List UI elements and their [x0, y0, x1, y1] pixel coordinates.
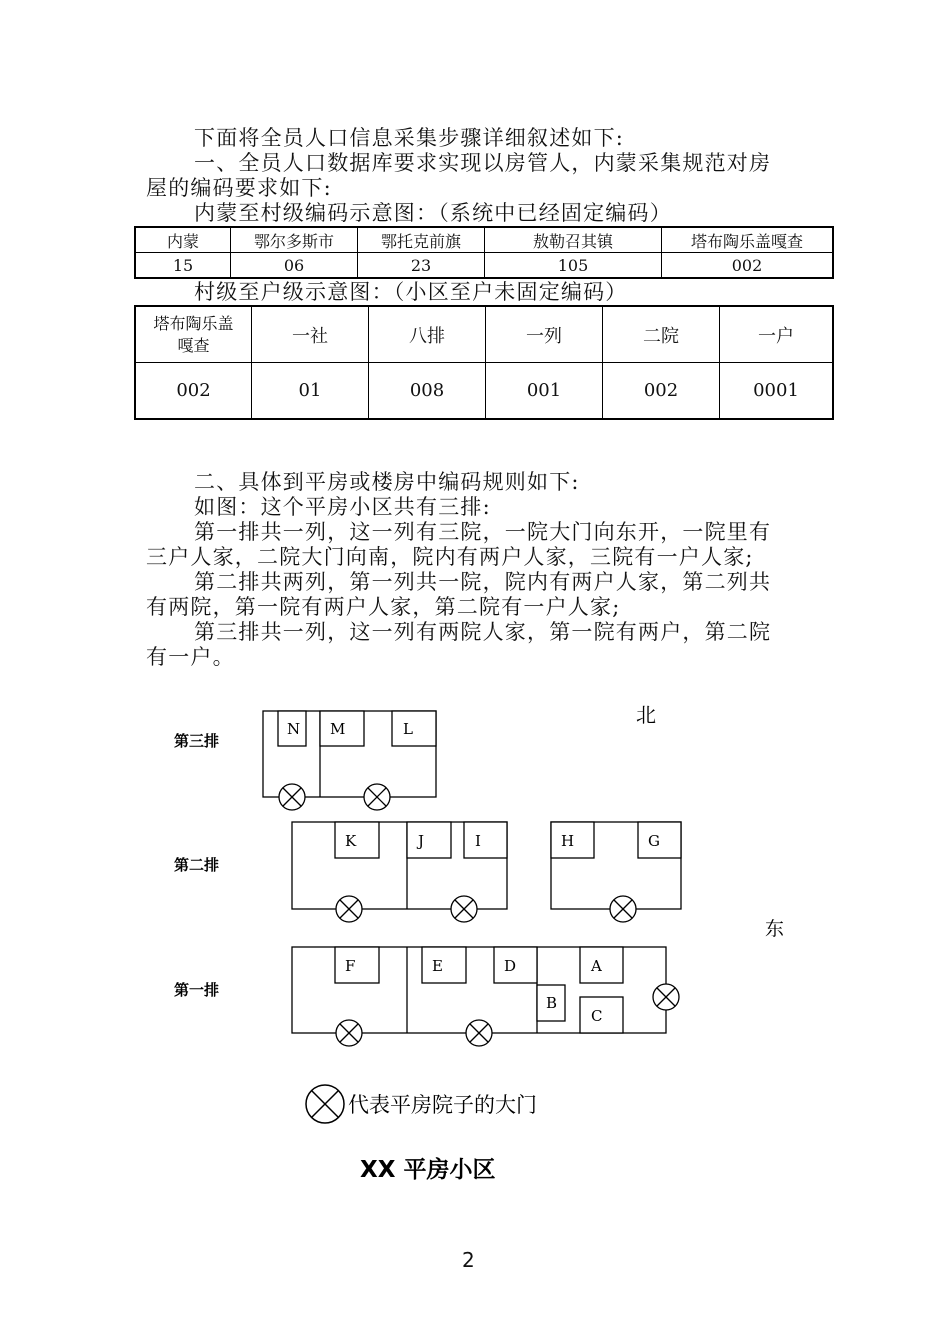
section2-row3-line1: 第三排共一列，这一列有两院人家，第一院有两户，第二院 — [194, 620, 772, 644]
table1-caption: 内蒙至村级编码示意图：（系统中已经固定编码） — [194, 201, 672, 225]
house-label-E: E — [432, 957, 443, 975]
section2-title: 二、具体到平房或楼房中编码规则如下: — [194, 470, 580, 494]
house-label-I: I — [475, 832, 481, 850]
section2-row1-line2: 三户人家，二院大门向南，院内有两户人家，三院有一户人家; — [146, 545, 754, 569]
gate-icon — [466, 1020, 492, 1046]
page-number: 2 — [462, 1248, 475, 1272]
table-cell: 06 — [231, 253, 358, 279]
house-F — [335, 947, 379, 983]
north-label: 北 — [636, 703, 656, 727]
table-header-cell: 敖勒召其镇 — [485, 227, 662, 253]
house-label-C: C — [591, 1007, 603, 1025]
table-cell: 002 — [662, 253, 834, 279]
row-label-1: 第一排 — [174, 981, 220, 999]
table-cell: 105 — [485, 253, 662, 279]
house-label-A: A — [591, 957, 602, 975]
section2-row2-line1: 第二排共两列，第一列共一院，院内有两户人家，第二列共 — [194, 570, 772, 594]
table-cell: 0001 — [720, 363, 834, 420]
table-cell: 002 — [135, 363, 252, 420]
section2-row3-line2: 有一户。 — [146, 645, 235, 669]
house-label-G: G — [648, 832, 660, 850]
table-cell: 002 — [603, 363, 720, 420]
table-header-cell: 鄂尔多斯市 — [231, 227, 358, 253]
intro-line: 下面将全员人口信息采集步骤详细叙述如下: — [194, 126, 625, 150]
house-I — [464, 822, 507, 858]
house-K — [335, 822, 379, 858]
gate-icon — [336, 1020, 362, 1046]
table-cell: 008 — [369, 363, 486, 420]
table-cell: 23 — [358, 253, 485, 279]
table-cell: 001 — [486, 363, 603, 420]
house-label-N: N — [287, 720, 301, 738]
house-label-J: J — [418, 832, 425, 850]
table-cell: 15 — [135, 253, 231, 279]
table-header-cell: 一社 — [252, 306, 369, 363]
header-line: 塔布陶乐盖 — [153, 313, 234, 333]
gate-icon — [610, 896, 636, 922]
house-E — [422, 947, 466, 983]
table-cell: 01 — [252, 363, 369, 420]
table-header-cell: 内蒙 — [135, 227, 231, 253]
row-label-3: 第三排 — [174, 732, 220, 750]
table-header-cell: 八排 — [369, 306, 486, 363]
house-label-H: H — [561, 832, 575, 850]
section2-row2-line2: 有两院，第一院有两户人家，第二院有一户人家; — [146, 595, 621, 619]
east-label: 东 — [765, 918, 785, 940]
diagram-title: XX 平房小区 — [360, 1157, 496, 1183]
table-header-cell: 一列 — [486, 306, 603, 363]
house-label-K: K — [345, 832, 357, 850]
house-label-B: B — [546, 994, 558, 1012]
gate-icon — [653, 984, 679, 1010]
table2-caption: 村级至户级示意图：（小区至户未固定编码） — [194, 280, 628, 304]
table-header-cell: 鄂托克前旗 — [358, 227, 485, 253]
gate-icon — [364, 784, 390, 810]
house-label-M: M — [330, 720, 346, 738]
header-line: 嘎查 — [177, 335, 210, 355]
house-label-L: L — [403, 720, 413, 738]
section2-intro: 如图：这个平房小区共有三排: — [194, 495, 491, 519]
gate-icon — [336, 896, 362, 922]
gate-icon — [451, 896, 477, 922]
section2-row1-line1: 第一排共一列，这一列有三院，一院大门向东开，一院里有 — [194, 520, 772, 544]
table-header-cell: 一户 — [720, 306, 834, 363]
legend-text: 代表平房院子的大门 — [348, 1093, 537, 1117]
house-label-F: F — [345, 957, 356, 975]
house-label-D: D — [504, 957, 517, 975]
section1-line1: 一、全员人口数据库要求实现以房管人，内蒙采集规范对房 — [194, 151, 772, 175]
house-L — [392, 711, 436, 746]
table-header-cell: 二院 — [603, 306, 720, 363]
table-header-cell: 塔布陶乐盖嘎查 — [662, 227, 834, 253]
house-J — [407, 822, 451, 858]
row-label-2: 第二排 — [174, 856, 220, 874]
section1-line2: 屋的编码要求如下: — [146, 176, 332, 200]
gate-icon — [279, 784, 305, 810]
